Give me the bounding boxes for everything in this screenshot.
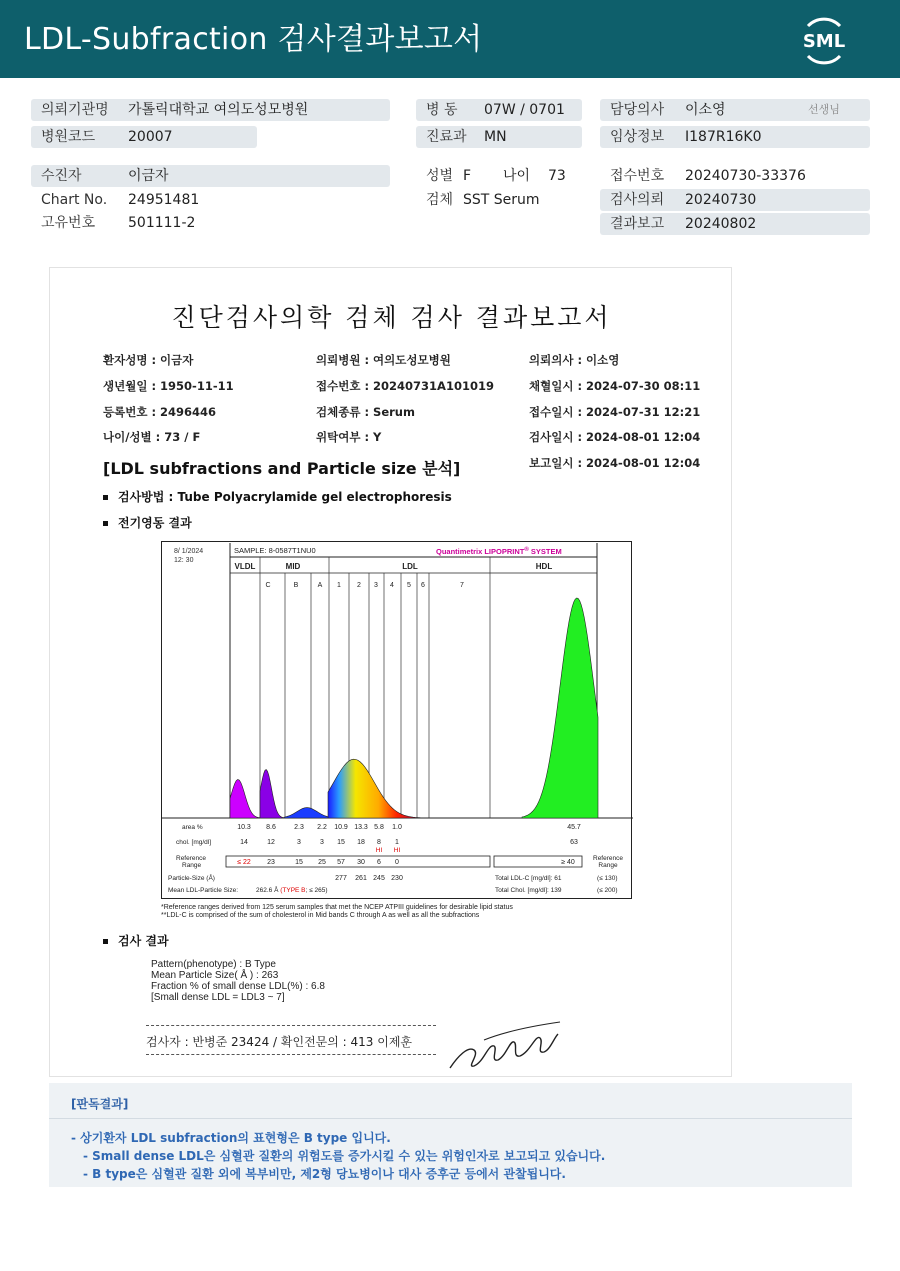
mean-size-tail: ; ≤ 265)	[305, 887, 328, 894]
req-value: 20240730	[685, 192, 757, 208]
doctor-suffix: 선생님	[808, 103, 840, 116]
ref-right-label-2: Range	[598, 862, 618, 869]
chol-value: 8	[377, 839, 381, 846]
section-title: [LDL subfractions and Particle size 분석]	[103, 459, 461, 478]
hdl-peak	[522, 598, 598, 818]
report-time-field: 보고일시 : 2024-08-01 12:04	[529, 456, 701, 470]
req-doctor-field: 의뢰의사 : 이소영	[529, 353, 620, 367]
band-label: 1	[337, 582, 341, 589]
area-value: 45.7	[567, 824, 581, 831]
area-value: 2.2	[317, 824, 327, 831]
specimen-type-field: 검체종류 : Serum	[316, 405, 415, 419]
dept-value: MN	[484, 129, 507, 145]
collect-time-field: 채혈일시 : 2024-07-30 08:11	[529, 379, 701, 393]
chart-no-row	[31, 189, 390, 211]
group-label: MID	[285, 562, 301, 571]
method-line	[103, 488, 452, 505]
age-value: 73	[548, 168, 566, 184]
size-value: 277	[335, 875, 347, 882]
signature-text: 검사자 : 반병준 23424 / 확인전문의 : 413 이제훈	[146, 1035, 413, 1049]
ref-value: 30	[357, 859, 365, 866]
accession-field: 접수번호 : 20240731A101019	[316, 379, 494, 393]
interp-divider	[49, 1118, 852, 1119]
hospital-label: 의뢰기관명	[41, 102, 109, 118]
ref-value: 57	[337, 859, 345, 866]
interp-title: [판독결과]	[71, 1097, 129, 1111]
chol-value: 3	[320, 839, 324, 846]
report-date-value: 20240802	[685, 216, 757, 232]
band-label: 2	[357, 582, 361, 589]
doctor-value: 이소영	[685, 102, 726, 118]
row-label-mean: Mean LDL-Particle Size:	[168, 887, 239, 894]
sex-value: F	[463, 168, 472, 184]
row-label-area: area %	[182, 824, 203, 831]
page-title: LDL-Subfraction 검사결과보고서	[24, 22, 483, 57]
birthdate-field: 생년월일 : 1950-11-11	[103, 379, 234, 393]
size-value: 245	[373, 875, 385, 882]
chart-no-label: Chart No.	[41, 192, 108, 208]
chart-no-value: 24951481	[128, 192, 200, 208]
size-value: 230	[391, 875, 403, 882]
hospcode-label: 병원코드	[41, 129, 96, 145]
hospital-value: 가톨릭대학교 여의도성모병원	[128, 102, 309, 118]
total-chol: Total Chol. [mg/dl]: 139	[495, 887, 562, 894]
ref-value: ≤ 22	[237, 859, 251, 866]
ref-value: 23	[267, 859, 275, 866]
recv-value: 20240730-33376	[685, 168, 806, 184]
req-row	[600, 189, 870, 211]
row-label-chol: chol. [mg/dl]	[176, 839, 212, 846]
band-label: C	[265, 582, 271, 589]
area-value: 8.6	[266, 824, 276, 831]
band-label: B	[293, 582, 299, 589]
interp-line-2: - Small dense LDL은 심혈관 질환의 위험도를 증가시킬 수 있는 위험인자로 보고되고 있습니다.	[83, 1149, 606, 1163]
ref-value: 6	[377, 859, 381, 866]
sex-age-row	[416, 165, 582, 187]
outsource-field: 위탁여부 : Y	[316, 430, 382, 444]
band-label: 3	[374, 582, 378, 589]
ref-value: 0	[395, 859, 399, 866]
clinical-row	[600, 126, 870, 148]
registration-field: 등록번호 : 2496446	[103, 405, 217, 419]
chart-time: 12: 30	[174, 557, 194, 564]
brand-name: Quantimetrix LIPOPRINT	[436, 547, 525, 556]
result-title-line	[103, 932, 169, 949]
hospital-row	[31, 99, 390, 121]
electrophoresis-chart	[161, 541, 632, 899]
hi-flag: HI	[393, 847, 401, 854]
area-value: 10.3	[237, 824, 251, 831]
chol-value: 14	[240, 839, 248, 846]
band-label: 4	[390, 582, 394, 589]
interpretation-box	[49, 1083, 852, 1187]
dept-label: 진료과	[426, 129, 467, 145]
band-labels	[265, 582, 464, 589]
report-date-row	[600, 213, 870, 235]
age-sex-field: 나이/성별 : 73 / F	[103, 430, 201, 444]
results-table	[168, 824, 623, 894]
ward-row	[416, 99, 582, 121]
area-value: 13.3	[354, 824, 368, 831]
ref-value: 15	[295, 859, 303, 866]
sml-logo	[796, 12, 852, 68]
group-label: LDL	[402, 562, 418, 571]
age-label: 나이	[503, 168, 531, 184]
band-dividers	[260, 557, 490, 818]
footnote-1: *Reference ranges derived from 125 serum samples that met the NCEP ATPIII guidelines for desirable lipid status	[161, 904, 513, 911]
interp-line-1: - 상기환자 LDL subfraction의 표현형은 B type 입니다.	[71, 1131, 391, 1145]
chol-value: 15	[337, 839, 345, 846]
signature-bottom-line	[146, 1054, 436, 1055]
test-time-field: 검사일시 : 2024-08-01 12:04	[529, 430, 701, 444]
total-chol-ref: (≤ 200)	[597, 887, 618, 894]
chart-date: 8/ 1/2024	[174, 548, 204, 555]
hi-flag: HI	[375, 847, 383, 854]
chart-brand	[436, 546, 562, 556]
chart-svg	[162, 542, 633, 900]
specimen-value: SST Serum	[463, 192, 540, 208]
chol-value: 18	[357, 839, 365, 846]
patient-row	[31, 165, 390, 187]
ref-value: ≥ 40	[561, 859, 575, 866]
dept-row	[416, 126, 582, 148]
group-labels	[235, 562, 553, 571]
recv-row	[600, 165, 870, 187]
total-ldl-ref: (≤ 130)	[597, 875, 618, 882]
mid-c-peak	[260, 770, 285, 818]
area-value: 5.8	[374, 824, 384, 831]
doctor-label: 담당의사	[610, 102, 665, 118]
ref-value: 25	[318, 859, 326, 866]
ward-label: 병 동	[426, 102, 458, 118]
mean-size-number: 262.6 Å	[256, 887, 281, 894]
total-ldl: Total LDL-C [mg/dl]: 61	[495, 875, 562, 882]
group-label: HDL	[535, 562, 553, 571]
uid-value: 501111-2	[128, 215, 196, 231]
sex-label: 성별	[426, 168, 454, 184]
receive-time-field: 접수일시 : 2024-07-31 12:21	[529, 405, 701, 419]
mean-size-value	[256, 885, 328, 894]
size-value: 261	[355, 875, 367, 882]
chart-sample: SAMPLE: 8-0587T1NU0	[234, 546, 316, 555]
doctor-row	[600, 99, 870, 121]
result-title: 검사 결과	[118, 934, 169, 948]
band-label: 5	[407, 582, 411, 589]
ward-value: 07W / 0701	[484, 102, 565, 118]
report-paper	[49, 267, 732, 1077]
clinical-value: I187R16K0	[685, 129, 762, 145]
ref-right-label-1: Reference	[593, 855, 623, 862]
ldl-peak	[328, 759, 420, 818]
patient-value: 이금자	[128, 168, 169, 184]
result-fraction: Fraction % of small dense LDL(%) : 6.8	[151, 981, 325, 992]
area-value: 1.0	[392, 824, 402, 831]
band-label: 6	[421, 582, 425, 589]
area-value: 2.3	[294, 824, 304, 831]
chol-value: 3	[297, 839, 301, 846]
result-mean-size: Mean Particle Size( Å ) : 263	[151, 970, 279, 981]
logo-text: SML	[802, 31, 846, 52]
chol-value: 12	[267, 839, 275, 846]
patient-name-field: 환자성명 : 이금자	[103, 353, 194, 367]
mean-size-type: (TYPE B	[280, 887, 306, 894]
recv-label: 접수번호	[610, 168, 665, 184]
brand-sup: ®	[524, 547, 529, 553]
req-hospital-field: 의뢰병원 : 여의도성모병원	[316, 353, 451, 367]
electro-line	[103, 514, 192, 531]
interp-line-3: - B type은 심혈관 질환 외에 복부비만, 제2형 당뇨병이나 대사 증후군 등에서 관찰됩니다.	[83, 1167, 566, 1181]
result-definition: [Small dense LDL = LDL3 ~ 7]	[151, 992, 285, 1003]
row-label-ref-1: Reference	[176, 855, 206, 862]
req-label: 검사의뢰	[610, 192, 665, 208]
specimen-row	[416, 189, 582, 211]
uid-row	[31, 212, 390, 234]
row-label-size: Particle-Size (Å)	[168, 875, 215, 882]
footnote-2: **LDL-C is comprised of the sum of cholesterol in Mid bands C through A as well as all the subfractions	[161, 912, 480, 919]
area-value: 10.9	[334, 824, 348, 831]
hospcode-row	[31, 126, 257, 148]
specimen-label: 검체	[426, 192, 454, 208]
row-label-ref-2: Range	[182, 862, 202, 869]
signature-scribble	[444, 1016, 564, 1076]
report-date-label: 결과보고	[610, 216, 665, 232]
brand-tail: SYSTEM	[528, 547, 562, 556]
uid-label: 고유번호	[41, 215, 96, 231]
group-label: VLDL	[234, 562, 256, 571]
signature-top-line	[146, 1025, 436, 1026]
mid-ba-peak	[284, 808, 330, 818]
hospcode-value: 20007	[128, 129, 173, 145]
band-label: A	[317, 582, 323, 589]
result-pattern: Pattern(phenotype) : B Type	[151, 959, 276, 970]
patient-label: 수진자	[41, 168, 82, 184]
chol-value: 63	[570, 839, 578, 846]
chol-value: 1	[395, 839, 399, 846]
clinical-label: 임상정보	[610, 129, 665, 145]
electro-text: 전기영동 결과	[118, 516, 192, 530]
report-header	[0, 0, 900, 78]
paper-title: 진단검사의학 검체 검사 결과보고서	[171, 303, 612, 332]
band-label: 7	[460, 582, 464, 589]
method-text: 검사방법 : Tube Polyacrylamide gel electrophoresis	[118, 490, 452, 504]
vldl-peak	[230, 779, 261, 818]
